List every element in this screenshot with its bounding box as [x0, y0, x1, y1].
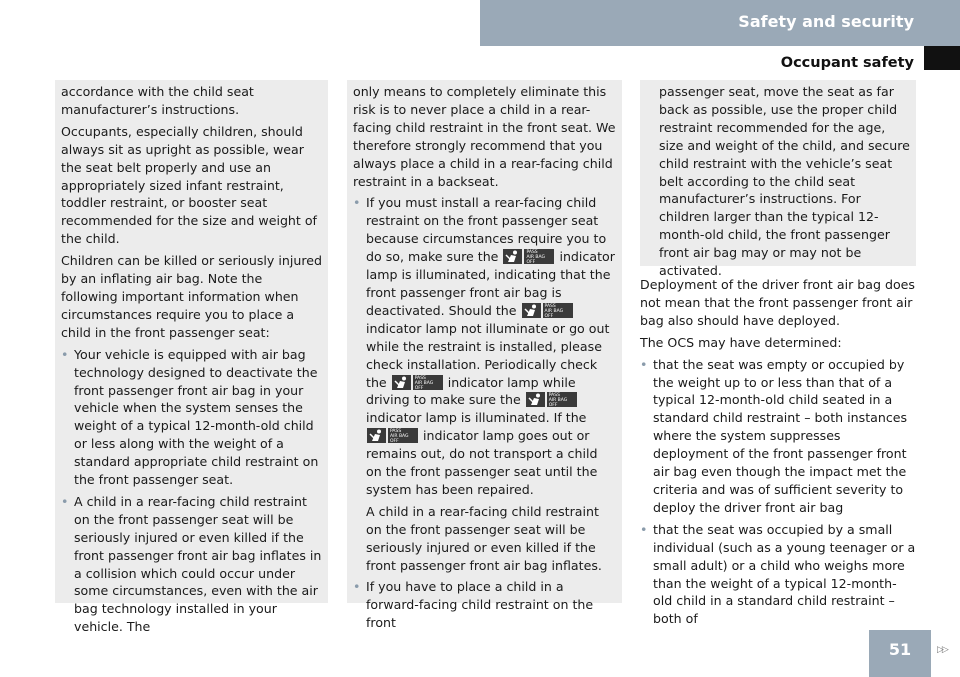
list-item — [61, 346, 322, 489]
column-3-warning-box — [640, 80, 916, 279]
list-item-text: If you have to place a child in a forward-facing child restraint on the front — [366, 579, 594, 631]
list-item-text: A child in a rear-facing child restraint on the front passenger seat will be seriously injured or even killed if the front passenger front air bag inflates in a collision which could occur under some circumstances, even with the air bag technology installed in your vehicle. The — [74, 493, 322, 635]
paragraph: Deployment of the driver front air bag does not mean that the front passenger front air bag also should have deployed. — [640, 277, 915, 328]
list-item-text: Your vehicle is equipped with air bag technology designed to deactivate the front passenger front air bag in your vehicle when the system senses the weight of a typical 12-month-old child or less along with the weight of a standard appropriate child restraint on the front passenger seat. — [74, 346, 319, 488]
list-item-text: indicator lamp is illuminated. If the — [366, 410, 587, 426]
paragraph: A child in a rear-facing child restraint on the front passenger seat will be seriously injured or even killed if the front passenger front air bag inflates. — [366, 503, 602, 573]
list-item-text: that the seat was empty or occupied by the weight up to or less than that of a typical 12-month-old child seated in a standard child restraint – both instances where the system suppresses deployment of the front passenger front air bag even though the impact met the criteria and was of sufficient severity to deploy the driver front air bag — [653, 356, 908, 515]
continue-arrow-icon: ▷▷ — [937, 645, 947, 655]
paragraph: only means to completely eliminate this risk is to never place a child in a rear-facing child restraint in the front seat. We therefore strongly recommend that you always place a child in a rear-facing child restraint in a backseat. — [353, 84, 616, 189]
bullet-list — [353, 578, 616, 632]
section-title: Safety and security — [738, 12, 914, 31]
list-item — [61, 493, 322, 636]
pass-airbag-off-lamp-icon: PASS AIR BAG OFF — [367, 428, 418, 443]
column-3-body — [640, 276, 916, 632]
paragraph: passenger seat, move the seat as far back as possible, use the proper child restraint recommended for the age, size and weight of the child, and secure child restraint with the vehicle’s seat belt according to the child seat manufacturer’s instructions. For children larger than the typical 12-month-old child, the front passenger front air bag may or may not be activated. — [659, 84, 910, 279]
list-item-text: indicator lamp is illuminated, indicating that the front passenger front air bag is deactivated. Should the — [366, 249, 615, 318]
bullet-list — [353, 194, 616, 498]
paragraph: accordance with the child seat manufacturer’s instructions. — [61, 84, 254, 117]
pass-airbag-off-lamp-icon: PASS AIR BAG OFF — [526, 392, 577, 407]
list-item-text: indicator lamp not illuminate or go out while the restraint is installed, please check installation. Periodically check the — [366, 320, 610, 390]
pass-airbag-off-lamp-icon: PASS AIR BAG OFF — [392, 375, 443, 390]
list-item-text: indicator lamp goes out or remains out, do not transport a child on the front passenger seat until the system has been repaired. — [366, 428, 598, 497]
bullet-icon: • — [353, 195, 361, 211]
subsection-title: Occupant safety — [780, 55, 914, 71]
list-item — [353, 578, 616, 632]
list-item-text: If you must install a rear-facing child restraint on the front passenger seat because circumstances require you to do so, make sure the — [366, 195, 607, 265]
thumb-index-block — [924, 46, 960, 70]
bullet-list — [61, 346, 322, 637]
page-number: 51 — [888, 640, 912, 659]
column-1-warning-box — [55, 80, 328, 635]
bullet-icon: • — [640, 356, 648, 372]
column-2-warning-box — [347, 80, 622, 631]
paragraph: The OCS may have determined: — [640, 334, 842, 350]
bullet-icon: • — [640, 521, 648, 537]
pass-airbag-off-lamp-icon: PASS AIR BAG OFF — [503, 249, 554, 264]
list-item-text: indicator lamp while driving to make sure the — [366, 374, 576, 408]
paragraph: Children can be killed or seriously injured by an inflating air bag. Note the following important information when circumstances require you to place a child in the front passenger seat: — [61, 253, 322, 340]
list-item — [640, 356, 916, 517]
list-item — [640, 521, 916, 628]
bullet-icon: • — [61, 493, 69, 509]
bullet-list — [640, 356, 916, 629]
paragraph: Occupants, especially children, should always sit as upright as possible, wear the seat belt properly and use an appropriately sized infant restraint, toddler restraint, or booster seat recommended for the size and weight of the child. — [61, 123, 317, 247]
list-item-text: that the seat was occupied by a small individual (such as a young teenager or a small adult) or a child who weighs more than the weight of a typical 12-month-old child in a standard child restraint – both of — [653, 521, 916, 627]
list-item — [353, 194, 616, 498]
pass-airbag-off-lamp-icon: PASS AIR BAG OFF — [522, 303, 573, 318]
bullet-icon: • — [61, 346, 69, 362]
bullet-icon: • — [353, 579, 361, 595]
